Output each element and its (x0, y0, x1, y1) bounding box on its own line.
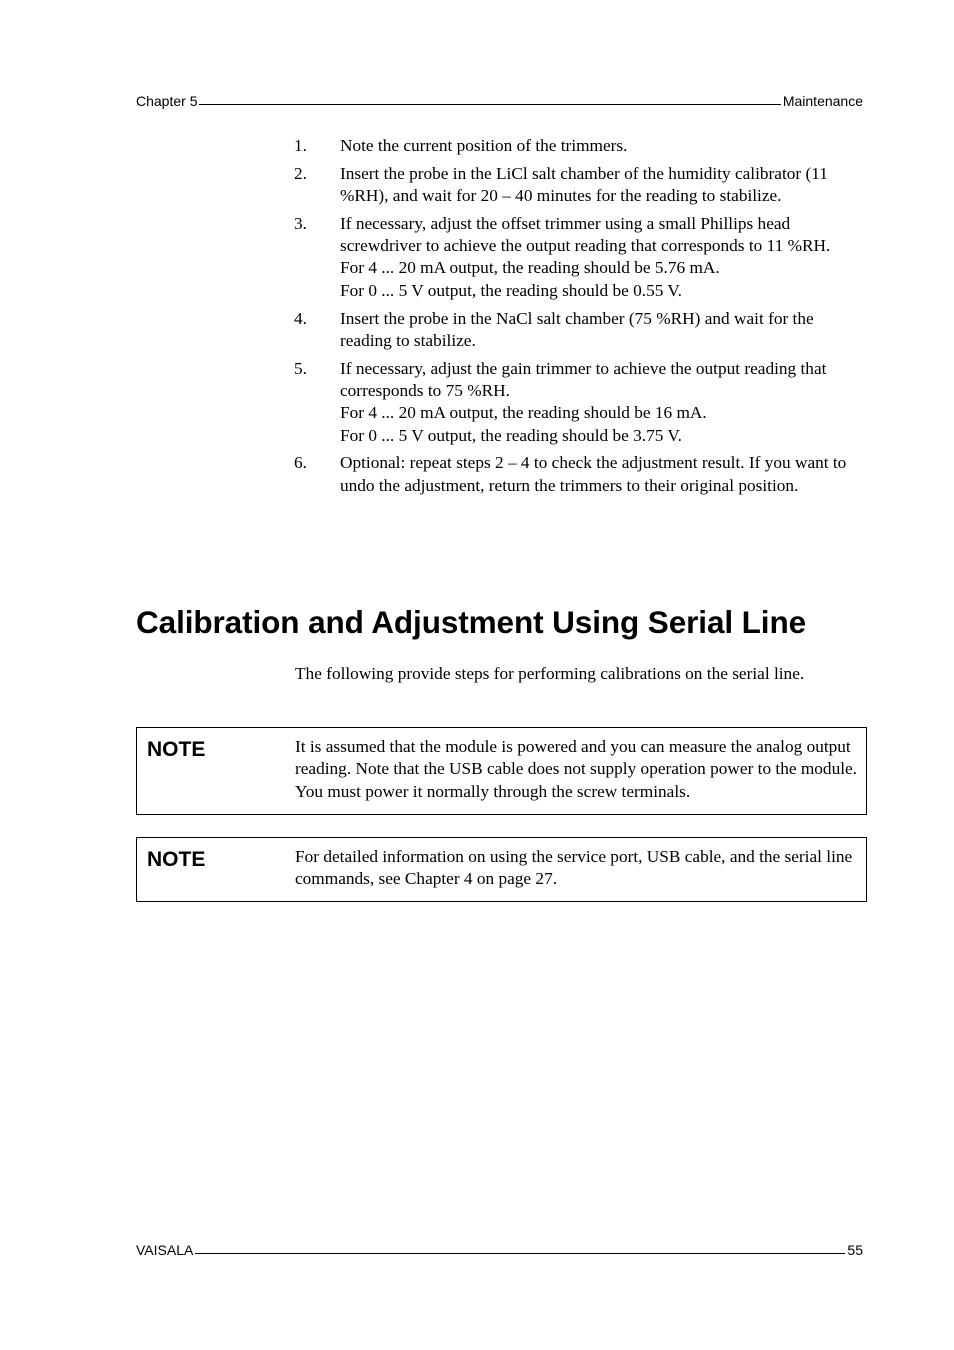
step-item (294, 135, 866, 157)
step-reading-current: For 4 ... 20 mA output, the reading should be 16 mA. (340, 403, 707, 423)
step-text: Insert the probe in the NaCl salt chamber (75 %RH) and wait for the reading to stabilize. (340, 308, 814, 350)
page-header (136, 89, 863, 109)
step-number: 4. (294, 308, 307, 328)
intro-paragraph: The following provide steps for performing calibrations on the serial line. (295, 664, 805, 683)
step-item (294, 308, 866, 353)
step-reading-voltage: For 0 ... 5 V output, the reading should be 3.75 V. (340, 425, 682, 445)
step-text: Note the current position of the trimmers. (340, 136, 628, 155)
step-number: 1. (294, 136, 307, 155)
step-number: 5. (294, 358, 307, 378)
step-body (340, 358, 866, 447)
step-number: 6. (294, 453, 307, 473)
step-body (340, 213, 866, 302)
section-heading: Calibration and Adjustment Using Serial Line (136, 604, 807, 640)
note-box (136, 727, 867, 815)
step-reading-voltage: For 0 ... 5 V output, the reading should be 0.55 V. (340, 280, 682, 300)
page-number: 55 (847, 1242, 863, 1258)
step-reading-current: For 4 ... 20 mA output, the reading should be 5.76 mA. (340, 258, 720, 278)
note-text: It is assumed that the module is powered and you can measure the analog output reading. Note that the USB cable does not supply operation power to the module. You must power it normally through the screw terminals. (295, 737, 857, 801)
step-body (340, 308, 866, 353)
step-text: Insert the probe in the LiCl salt chamber of the humidity calibrator (11 %RH), and wait for 20 – 40 minutes for the reading to stabilize. (340, 163, 828, 206)
brand-label: VAISALA (136, 1242, 194, 1258)
step-body (340, 135, 866, 157)
note-label: NOTE (147, 848, 206, 871)
step-text: If necessary, adjust the offset trimmer using a small Phillips head screwdriver to achieve the output reading that corresponds to 11 %RH. (340, 213, 831, 256)
step-text: If necessary, adjust the gain trimmer to achieve the output reading that corresponds to 75 %RH. (340, 358, 827, 400)
step-item (294, 358, 866, 447)
footer-rule (195, 1253, 845, 1254)
step-item (294, 163, 866, 208)
step-body (340, 452, 866, 497)
chapter-label: Chapter 5 (136, 93, 198, 109)
page-footer (136, 1238, 863, 1258)
step-item (294, 452, 866, 497)
note-box (136, 837, 867, 902)
step-number: 3. (294, 213, 307, 233)
step-number: 2. (294, 163, 307, 183)
step-body (340, 163, 866, 208)
step-item (294, 213, 866, 302)
section-label: Maintenance (782, 93, 863, 109)
note-label: NOTE (147, 738, 206, 761)
step-text: Optional: repeat steps 2 – 4 to check the adjustment result. If you want to undo the adjustment, return the trimmers to their original position. (340, 453, 847, 495)
procedure-steps (294, 135, 866, 502)
note-text: For detailed information on using the service port, USB cable, and the serial line commands, see Chapter 4 on page 27. (295, 847, 853, 889)
header-rule (199, 104, 780, 105)
